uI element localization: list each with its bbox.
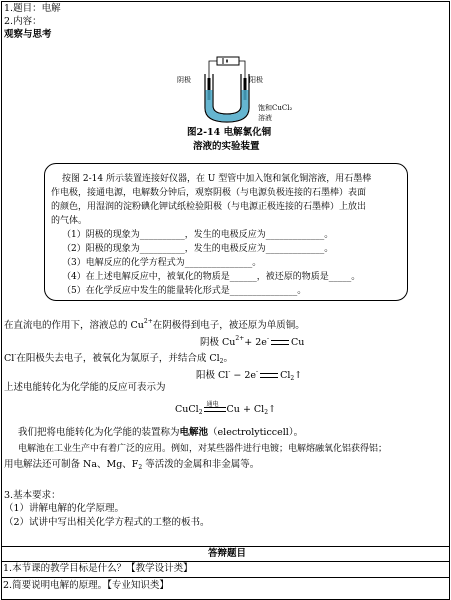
paragraph-cathode-reduction: 在直流电的作用下，溶液总的 $Cu^{2+}$在阴极得到电子，被还原为单质铜。 [4,318,305,331]
table-divider [1,561,449,562]
solution-label-line1: 饱和CuCl₂ [258,104,293,112]
defense-question-2: 2.简要说明电解的原理。【专业知识类】 [3,580,169,591]
paragraph-anode-oxidation: Cl-在阳极失去电子，被氧化为氯原子，并结合成 $Cl_2$。 [4,351,234,365]
content-line: 2.内容： [4,16,42,27]
anode-equation: 阳极 Cl- − 2e- $Cl_2↑$ [196,368,303,382]
title-line: 1.题目：电解 [4,3,61,14]
overall-equation: CuCl$_2$ 通电 $Cu + Cl_2↑$ [175,401,277,416]
paragraph-energy-conversion: 上述电能转化为化学能的反应可表示为 [4,382,166,393]
box-intro-line1: 按图 2-14 所示装置连接好仪器，在 U 型管中加入饱和氯化铜溶液，用石墨棒 [62,174,372,184]
defense-question-1: 1.本节课的教学目标是什么？【教学设计类】 [3,563,193,574]
power-source-icon [217,57,239,65]
equals-sign-icon [271,340,289,345]
question-4: （4）在上述电解反应中，被氧化的物质是______，被还原的物质是_____。 [62,272,361,282]
cathode-equation: 阴极 $Cu^{2+}+ 2e^-$ Cu [200,335,305,348]
electrolysis-arrow-icon: 通电 [204,407,226,412]
table-divider [1,577,449,578]
paragraph-applications-line2: 用电解法还可制备 Na、Mg、$F_2$ 等活泼的金属和非金属等。 [4,459,260,471]
box-intro-line4: 的气体。 [51,216,88,226]
requirements-heading: 3.基本要求： [4,490,61,501]
table-divider [1,546,449,547]
section-heading: 观察与思考 [4,29,52,40]
anode-label: 阳极 [249,76,263,84]
box-intro-line3: 的颜色，用湿润的淀粉碘化钾试纸检验阳极（与电源正极连接的石墨棒）上放出 [51,202,367,212]
box-intro-line2: 作电极，接通电源，电解数分钟后，观察阴极（与电源负极连接的石墨棒）表面 [51,188,367,198]
equals-sign-icon [260,373,278,378]
figure-caption-line1: 图2-14 电解氯化铜 [187,127,272,138]
requirement-2: （2）试讲中写出相关化学方程式的工整的板书。 [4,517,210,528]
question-2: （2）阳极的现象为__________，发生的电极反应为_____________。 [62,244,334,254]
solution-label-line2: 溶液 [258,114,272,122]
figure-caption-line2: 溶液的实验装置 [193,141,260,152]
question-1: （1）阴极的现象为__________，发生的电极反应为_____________。 [62,230,334,240]
requirement-1: （1）讲解电解的化学原理。 [4,503,125,514]
paragraph-applications-line1: 电解池在工业生产中有着广泛的应用。例如，对某些器件进行电镀；电解熔融氧化铝获得铝； [18,444,388,454]
cathode-label: 阴极 [177,76,191,84]
question-3: （3）电解反应的化学方程式为_______________。 [62,258,262,268]
defense-heading: 答辩题目 [208,548,247,559]
question-5: （5）在化学反应中发生的能量转化形式是_______________。 [62,286,307,296]
paragraph-electrolytic-cell: 我们把将电能转化为化学能的装置称为电解池（electrolyticcell）。 [18,427,304,438]
